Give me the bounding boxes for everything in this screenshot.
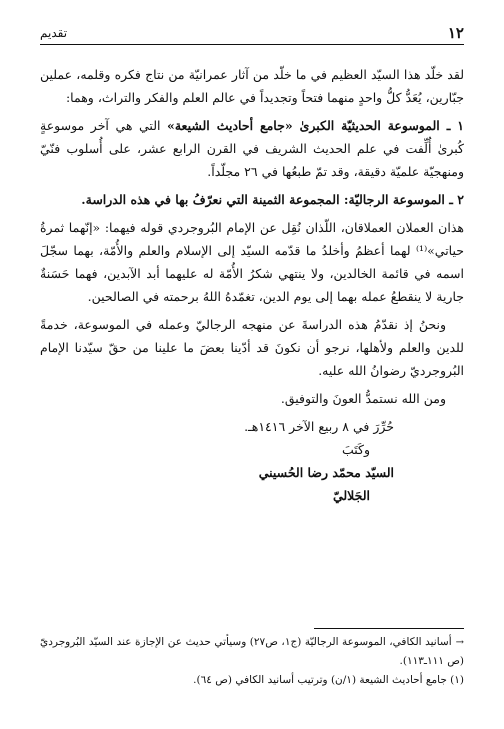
list-item-text: التي هي آخر موسوعةٍ كُبرىٰ أُلِّفت في علم الحديث الشريف في القرن الرابع عشر، على أُسلوب فنّيّ ومنهجيّة علميّة دقيقة، وقد تمّ طبعُها في ٢٦ مجلّداً.: [40, 118, 464, 179]
footnote-rule: [314, 628, 464, 629]
page-number: ١٢: [447, 24, 464, 42]
paragraph-closing: ومن الله نستمدُّ العونَ والتوفيق.: [280, 391, 446, 406]
footnote-1: (١) جامع أحاديث الشيعة (١/ن) وترتيب أسانيد الكافي (ص ٦٤).: [193, 674, 464, 686]
signature-name-cont: الجَلاليّ: [332, 488, 370, 503]
footnotes: [40, 628, 464, 690]
signature-date: حُرِّرَ في ٨ ربيع الآخر ١٤١٦هـ.: [244, 419, 394, 434]
page-header: [40, 26, 464, 45]
signature-wrote: وكَتَبَ: [341, 442, 370, 457]
paragraph-intro: لقد خلّد هذا السيّد العظيم في ما خلّد من آثار عمرانيّة من نتاج فكره وقلمه، عملين جبّارين، يُعَدُّ كلُّ واحدٍ منهما فتحاً وتجديداً في عالم العلم والفكر والتراث، وهما:: [40, 67, 464, 105]
body-text: [40, 63, 464, 410]
footnote-continued: [40, 633, 464, 671]
list-item-hadith-encyclopedia: [40, 114, 464, 183]
continuation-arrow-icon: →: [455, 637, 465, 648]
running-title: تقديم: [40, 26, 68, 40]
list-item-rijal-encyclopedia: ٢ ـ الموسوعة الرجاليّة: المجموعة الثمينة التي نعرّفُ بها في هذه الدراسة.: [81, 192, 464, 207]
signature-block: [40, 415, 464, 507]
footnote-continued-text: أسانيد الكافي، الموسوعة الرجاليّة (ج١، ص٢٧) وسيأتي حديث عن الإجازة عند السيّد البُروجرديّ (ص ١١١ـ١١٣).: [40, 636, 464, 667]
paragraph-dedication: ونحنُ إذ نقدّمُ هذه الدراسةَ عن منهجه الرجاليّ وعمله في الموسوعة، خدمةً للدين والعلم ولأهلها، نرجو أن نكونَ قد أدّينا بعضَ ما علينا من حقّ سيّدنا الإمام البُروجرديّ رضوانُ الله عليه.: [40, 317, 464, 378]
paragraph-two-works: هذان العملان العملاقان، اللّذان نُقِل عن الإمام البُروجردي قوله فيهما: «إنّهما ثمرةُ حياتي»⁽¹⁾ لهما أعظمُ وأخلدُ ما قدّمه السيّد إلى الإسلام والعلم والأُمّة، بهما سجّلَ اسمه في قائمة الخالدين، ولا ينتهي شكرُ الأُمّة له عليهما أبد الآبدين، فهما حَسَنةٌ جارية لا ينقطعُ عمله بهما إلى يوم الدين، تغمّدهُ اللهُ برحمته في الصالحين.: [40, 220, 464, 304]
list-item-label: ١ ـ الموسوعة الحديثيّة الكبرىٰ «جامع أحاديث الشيعة»: [167, 118, 465, 133]
signature-name: السيّد محمّد رضا الحُسيني: [258, 465, 394, 480]
